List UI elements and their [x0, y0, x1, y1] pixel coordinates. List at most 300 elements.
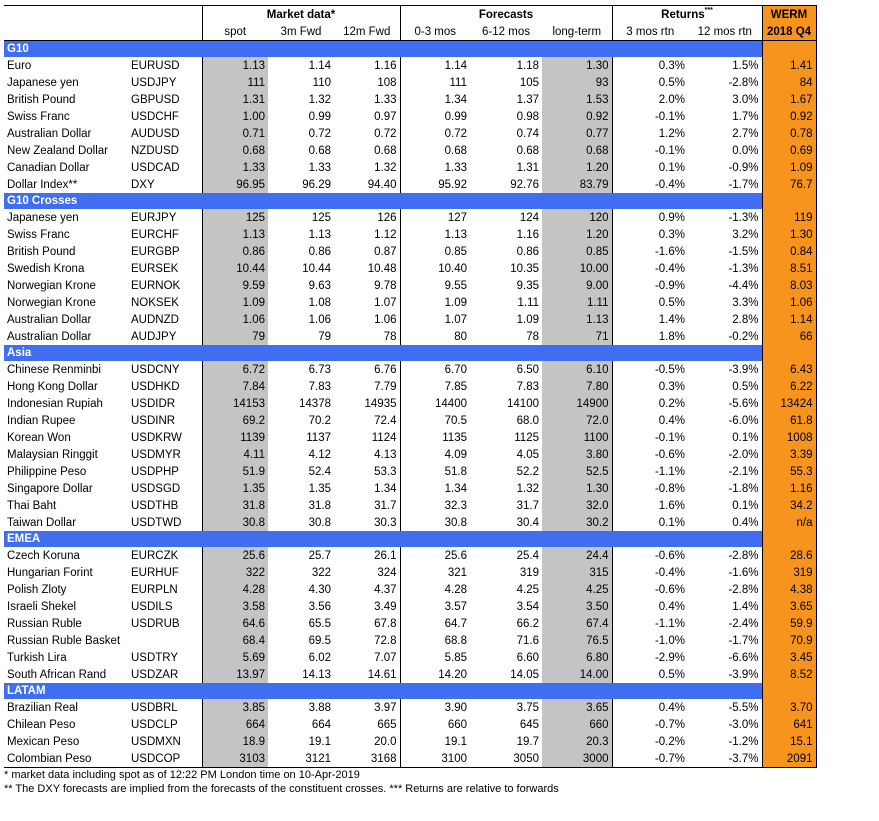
fcst-long-term: 1.30 [542, 57, 612, 74]
fwd-12m: 1124 [371, 431, 397, 444]
rtn-12m: 3.0% [732, 93, 759, 106]
pair-code: AUDNZD [131, 313, 179, 326]
table-row [4, 649, 816, 666]
rtn-12m: -0.9% [728, 161, 759, 174]
fcst-0-3m: 7.85 [400, 378, 470, 395]
fcst-long-term: 14.00 [542, 666, 612, 683]
fcst-long-term: 83.79 [542, 176, 612, 193]
rtn-3m: -0.1% [612, 429, 688, 446]
spot: 1139 [202, 429, 268, 446]
currency-name: Russian Ruble [7, 617, 82, 630]
table-row [4, 74, 816, 91]
fcst-long-term: 0.92 [542, 108, 612, 125]
fcst-6-12m: 3.75 [516, 701, 539, 714]
spot: 1.13 [202, 226, 268, 243]
spot: 1.31 [202, 91, 268, 108]
pair-code: USDINR [131, 414, 176, 427]
rtn-12m: 1.4% [732, 600, 759, 613]
fcst-long-term: 1.13 [542, 311, 612, 328]
fcst-6-12m: 14100 [507, 397, 539, 410]
fwd-12m: 78 [383, 330, 397, 343]
currency-name: Russian Ruble Basket [7, 634, 121, 647]
currency-name: Israeli Shekel [7, 600, 77, 613]
fcst-long-term: 120 [542, 209, 612, 226]
section-header [4, 345, 816, 361]
werm-value: 61.8 [762, 412, 816, 429]
fcst-0-3m: 51.8 [400, 463, 470, 480]
fcst-0-3m: 111 [400, 74, 470, 91]
fwd-12m: 126 [377, 211, 397, 224]
werm-value: 0.92 [762, 108, 816, 125]
fwd-12m: 108 [377, 76, 397, 89]
section-header [4, 41, 816, 58]
currency-name: Chilean Peso [7, 718, 76, 731]
fcst-6-12m: 78 [526, 330, 539, 343]
fcst-0-3m: 0.68 [400, 142, 470, 159]
rtn-3m: -0.6% [612, 581, 688, 598]
werm-value: 2091 [762, 750, 816, 768]
spot: 111 [202, 74, 268, 91]
fcst-6-12m: 1.11 [517, 296, 539, 309]
currency-name: Philippine Peso [7, 465, 87, 478]
table-row [4, 328, 816, 345]
spot: 69.2 [202, 412, 268, 429]
fcst-long-term: 52.5 [542, 463, 612, 480]
pair-code: EURGBP [131, 245, 180, 258]
spot: 1.09 [202, 294, 268, 311]
fcst-long-term: 4.25 [542, 581, 612, 598]
rtn-12m: -2.8% [728, 549, 759, 562]
werm-value: 76.7 [762, 176, 816, 193]
fwd-12m: 0.97 [374, 110, 397, 123]
table-row [4, 361, 816, 378]
currency-name: Colombian Peso [4, 750, 128, 768]
fwd-12m: 0.72 [374, 127, 397, 140]
rtn-12m: 0.1% [732, 431, 759, 444]
fcst-6-12m: 6.60 [516, 651, 539, 664]
currency-name: British Pound [7, 93, 76, 106]
fcst-long-term: 71 [542, 328, 612, 345]
rtn-12m: -2.8% [728, 76, 759, 89]
fcst-long-term: 0.68 [542, 142, 612, 159]
rtn-12m: -5.6% [728, 397, 759, 410]
currency-name: Turkish Lira [7, 651, 67, 664]
fwd-12m: 1.34 [374, 482, 397, 495]
fcst-long-term: 7.80 [542, 378, 612, 395]
fwd-3m: 31.8 [308, 499, 331, 512]
fcst-0-3m: 1.14 [400, 57, 470, 74]
fcst-6-12m: 0.68 [516, 144, 539, 157]
header-werm-line2: 2018 Q4 [762, 23, 816, 41]
fcst-6-12m: 9.35 [516, 279, 539, 292]
currency-name: Brazilian Real [7, 701, 78, 714]
currency-name: Swiss Franc [7, 110, 70, 123]
fcst-6-12m: 3.54 [516, 600, 539, 613]
werm-value: 59.9 [762, 615, 816, 632]
rtn-3m: 0.4% [612, 699, 688, 716]
currency-name: Norwegian Krone [7, 296, 96, 309]
currency-name: Czech Koruna [7, 549, 80, 562]
section-title: Asia [4, 345, 762, 361]
table-row [4, 750, 816, 768]
fcst-6-12m: 1.16 [516, 228, 539, 241]
pair-code: DXY [131, 178, 155, 191]
table-row [4, 294, 816, 311]
rtn-12m: 3.2% [732, 228, 759, 241]
rtn-12m: 2.8% [732, 313, 759, 326]
fcst-long-term: 10.00 [542, 260, 612, 277]
fwd-3m: 10.44 [302, 262, 331, 275]
fcst-6-12m: 319 [519, 566, 539, 579]
pair-code: USDZAR [131, 668, 179, 681]
fwd-3m: 1.14 [308, 59, 331, 72]
pair-code: USDMXN [131, 735, 181, 748]
currency-name: Japanese yen [7, 76, 79, 89]
rtn-3m: -2.9% [612, 649, 688, 666]
pair-code: USDPHP [131, 465, 179, 478]
currency-name: British Pound [7, 245, 76, 258]
werm-value: 3.70 [762, 699, 816, 716]
fcst-long-term: 315 [542, 564, 612, 581]
fcst-long-term: 3.80 [542, 446, 612, 463]
fcst-long-term: 1.53 [542, 91, 612, 108]
rtn-3m: -0.8% [612, 480, 688, 497]
fcst-6-12m: 1.37 [516, 93, 539, 106]
fwd-3m: 4.30 [308, 583, 331, 596]
fcst-0-3m: 14.20 [400, 666, 470, 683]
pair-code: USDTHB [131, 499, 179, 512]
rtn-3m: 0.1% [612, 514, 688, 531]
fwd-3m: 65.5 [308, 617, 331, 630]
fwd-3m: 79 [318, 330, 331, 343]
spot: 79 [202, 328, 268, 345]
pair-code: USDTRY [131, 651, 179, 664]
table-row [4, 497, 816, 514]
pair-code: USDRUB [131, 617, 180, 630]
werm-value: 641 [762, 716, 816, 733]
fwd-12m: 9.78 [374, 279, 397, 292]
fcst-long-term: 76.5 [542, 632, 612, 649]
fwd-12m: 1.32 [374, 161, 397, 174]
currency-name: Chinese Renminbi [7, 363, 101, 376]
table-row [4, 226, 816, 243]
rtn-12m: -1.5% [728, 245, 759, 258]
fwd-12m: 53.3 [374, 465, 397, 478]
werm-value: 319 [762, 564, 816, 581]
pair-code: EURSEK [131, 262, 179, 275]
fcst-long-term: 0.77 [542, 125, 612, 142]
rtn-3m: 1.8% [612, 328, 688, 345]
rtn-3m: -0.1% [612, 142, 688, 159]
spot: 1.33 [202, 159, 268, 176]
table-row [4, 581, 816, 598]
section-header [4, 531, 816, 547]
header-market-data: Market data* [202, 6, 400, 24]
spot: 125 [202, 209, 268, 226]
table-row [4, 480, 816, 497]
currency-name: Japanese yen [7, 211, 79, 224]
fcst-6-12m: 0.86 [516, 245, 539, 258]
rtn-3m: -0.4% [612, 176, 688, 193]
fcst-long-term: 660 [542, 716, 612, 733]
pair-code: USDKRW [131, 431, 182, 444]
spot: 14153 [202, 395, 268, 412]
spot: 1.35 [202, 480, 268, 497]
rtn-3m: -0.6% [612, 547, 688, 564]
pair-code: USDCHF [131, 110, 179, 123]
rtn-12m: 1.5% [732, 59, 759, 72]
rtn-12m: -0.2% [728, 330, 759, 343]
werm-value: 3.65 [762, 598, 816, 615]
rtn-12m: -1.7% [728, 178, 759, 191]
rtn-12m: -1.6% [728, 566, 759, 579]
fwd-3m: 70.2 [308, 414, 331, 427]
rtn-3m: -1.1% [612, 463, 688, 480]
rtn-3m: -0.7% [612, 716, 688, 733]
spot: 64.6 [202, 615, 268, 632]
werm-value: 1.06 [762, 294, 816, 311]
fcst-6-12m: 19.7 [516, 735, 539, 748]
fcst-long-term: 9.00 [542, 277, 612, 294]
spot: 3.85 [202, 699, 268, 716]
fcst-0-3m: 3.57 [400, 598, 470, 615]
col-long-term: long-term [542, 23, 612, 41]
table-row [4, 91, 816, 108]
fwd-12m: 94.40 [367, 178, 397, 191]
fwd-3m: 3121 [268, 750, 334, 768]
fwd-3m: 96.29 [302, 178, 331, 191]
header-forecasts: Forecasts [400, 6, 612, 24]
fwd-12m: 6.76 [374, 363, 397, 376]
werm-value: 6.43 [762, 361, 816, 378]
fcst-6-12m: 0.74 [516, 127, 539, 140]
fcst-long-term: 72.0 [542, 412, 612, 429]
fcst-0-3m: 80 [400, 328, 470, 345]
rtn-12m: -5.5% [728, 701, 759, 714]
table-row [4, 429, 816, 446]
fwd-3m: 69.5 [308, 634, 331, 647]
spot: 4.28 [202, 581, 268, 598]
spot: 68.4 [202, 632, 268, 649]
pair-code: NOKSEK [131, 296, 179, 309]
rtn-12m: -6.0% [728, 414, 759, 427]
rtn-12m: -1.7% [728, 634, 759, 647]
currency-name: Korean Won [7, 431, 71, 444]
fcst-6-12m: 4.05 [516, 448, 539, 461]
rtn-12m: -2.1% [728, 465, 759, 478]
fcst-6-12m: 124 [519, 211, 539, 224]
pair-code: USDMYR [131, 448, 181, 461]
section-werm-blank [762, 345, 816, 361]
spot: 25.6 [202, 547, 268, 564]
fcst-0-3m: 0.72 [400, 125, 470, 142]
fcst-0-3m: 30.8 [400, 514, 470, 531]
rtn-3m: 0.3% [612, 57, 688, 74]
fwd-3m: 1.06 [308, 313, 331, 326]
rtn-12m: 0.0% [732, 144, 759, 157]
rtn-12m: -4.4% [728, 279, 759, 292]
fcst-long-term: 3.65 [542, 699, 612, 716]
currency-name: Australian Dollar [7, 330, 92, 343]
spot: 1.06 [202, 311, 268, 328]
fcst-0-3m: 6.70 [400, 361, 470, 378]
table-row [4, 57, 816, 74]
table-row [4, 260, 816, 277]
werm-value: 0.78 [762, 125, 816, 142]
fx-table-body [4, 6, 816, 768]
fcst-0-3m: 32.3 [400, 497, 470, 514]
pair-code: USDILS [131, 600, 173, 613]
spot: 6.72 [202, 361, 268, 378]
fcst-6-12m: 68.0 [516, 414, 539, 427]
werm-value: 28.6 [762, 547, 816, 564]
fcst-0-3m: 1.07 [400, 311, 470, 328]
rtn-12m: 2.7% [732, 127, 759, 140]
currency-name: Hong Kong Dollar [7, 380, 98, 393]
fwd-3m: 0.99 [308, 110, 331, 123]
section-title: LATAM [4, 683, 762, 699]
pair-code: USDCAD [131, 161, 180, 174]
table-row [4, 311, 816, 328]
fwd-3m: 1.35 [308, 482, 331, 495]
table-row [4, 108, 816, 125]
fcst-long-term: 30.2 [542, 514, 612, 531]
fwd-12m: 665 [377, 718, 397, 731]
fwd-3m: 1.32 [308, 93, 331, 106]
currency-name: Swedish Krona [7, 262, 85, 275]
werm-value: 66 [762, 328, 816, 345]
fcst-6-12m: 7.83 [516, 380, 539, 393]
table-row [4, 378, 816, 395]
rtn-12m: -1.3% [728, 211, 759, 224]
spot: 18.9 [202, 733, 268, 750]
werm-value: 8.51 [762, 260, 816, 277]
header-returns-label [661, 6, 713, 21]
section-title: G10 Crosses [4, 193, 762, 209]
rtn-12m: -3.0% [728, 718, 759, 731]
table-row [4, 598, 816, 615]
fwd-3m: 0.68 [308, 144, 331, 157]
fwd-12m: 0.68 [374, 144, 397, 157]
werm-value: 84 [762, 74, 816, 91]
rtn-3m: 1.4% [612, 311, 688, 328]
spot: 664 [202, 716, 268, 733]
rtn-12m: 0.5% [732, 380, 759, 393]
header-blank [4, 23, 128, 41]
pair-code: EURCZK [131, 549, 179, 562]
section-werm-blank [762, 41, 816, 58]
spot: 7.84 [202, 378, 268, 395]
fwd-3m: 0.72 [308, 127, 331, 140]
table-row [4, 446, 816, 463]
pair-code: AUDJPY [131, 330, 177, 343]
fwd-12m: 1.07 [374, 296, 397, 309]
fcst-6-12m: 71.6 [516, 634, 539, 647]
footnote-market-data: * market data including spot as of 12:22 PM London time on 10-Apr-2019 [4, 769, 360, 781]
fwd-12m: 3.49 [374, 600, 397, 613]
section-werm-blank [762, 531, 816, 547]
pair-code: USDCNY [131, 363, 180, 376]
pair-code: USDIDR [131, 397, 176, 410]
fwd-3m: 14.13 [302, 668, 331, 681]
header-returns [612, 6, 762, 24]
fcst-0-3m: 25.6 [400, 547, 470, 564]
col-6-12-mos: 6-12 mos [470, 23, 542, 41]
rtn-3m: 0.4% [612, 412, 688, 429]
pair-code: EURPLN [131, 583, 178, 596]
fwd-12m: 10.48 [367, 262, 397, 275]
pair-code: AUDUSD [131, 127, 180, 140]
col-12-mos-rtn: 12 mos rtn [688, 23, 762, 41]
rtn-3m: 0.4% [612, 598, 688, 615]
pair-code [128, 632, 202, 649]
header-returns-mark: *** [704, 6, 713, 14]
currency-name: Norwegian Krone [7, 279, 96, 292]
fcst-0-3m: 14400 [400, 395, 470, 412]
table-row [4, 243, 816, 260]
fcst-0-3m: 4.28 [400, 581, 470, 598]
fcst-long-term: 1.20 [542, 159, 612, 176]
fwd-12m: 72.8 [374, 634, 397, 647]
fcst-long-term: 0.85 [542, 243, 612, 260]
header-werm-line1: WERM [762, 6, 816, 24]
section-title: G10 [4, 41, 762, 58]
fcst-0-3m: 95.92 [400, 176, 470, 193]
currency-name: Singapore Dollar [7, 482, 93, 495]
pair-code: USDJPY [131, 76, 177, 89]
fwd-3m: 25.7 [308, 549, 331, 562]
rtn-12m: 0.1% [732, 499, 759, 512]
table-row [4, 176, 816, 193]
werm-value: 34.2 [762, 497, 816, 514]
fwd-3m: 6.73 [308, 363, 331, 376]
fwd-12m: 1.06 [374, 313, 397, 326]
fcst-0-3m: 660 [400, 716, 470, 733]
fcst-0-3m: 1.33 [400, 159, 470, 176]
spot: 96.95 [202, 176, 268, 193]
rtn-3m: 0.5% [612, 666, 688, 683]
rtn-3m: -0.2% [612, 733, 688, 750]
fcst-0-3m: 0.85 [400, 243, 470, 260]
table-row [4, 699, 816, 716]
section-header [4, 193, 816, 209]
rtn-3m: 0.5% [612, 294, 688, 311]
rtn-12m: -3.7% [688, 750, 762, 768]
section-werm-blank [762, 193, 816, 209]
fcst-long-term: 1.20 [542, 226, 612, 243]
werm-value: n/a [762, 514, 816, 531]
header-row-columns [4, 23, 816, 41]
fcst-0-3m: 1.34 [400, 91, 470, 108]
rtn-3m: -1.0% [612, 632, 688, 649]
fwd-12m: 14935 [364, 397, 397, 410]
currency-name: South African Rand [7, 668, 107, 681]
rtn-12m: -1.8% [728, 482, 759, 495]
fcst-6-12m: 25.4 [516, 549, 539, 562]
table-row [4, 733, 816, 750]
fcst-long-term: 6.80 [542, 649, 612, 666]
fcst-6-12m: 30.4 [516, 516, 539, 529]
werm-value: 0.69 [762, 142, 816, 159]
spot: 51.9 [202, 463, 268, 480]
pair-code: EURHUF [131, 566, 179, 579]
table-row [4, 615, 816, 632]
werm-value: 1.14 [762, 311, 816, 328]
fcst-0-3m: 70.5 [400, 412, 470, 429]
werm-value: 8.52 [762, 666, 816, 683]
werm-value: 1.41 [762, 57, 816, 74]
rtn-3m: -1.6% [612, 243, 688, 260]
